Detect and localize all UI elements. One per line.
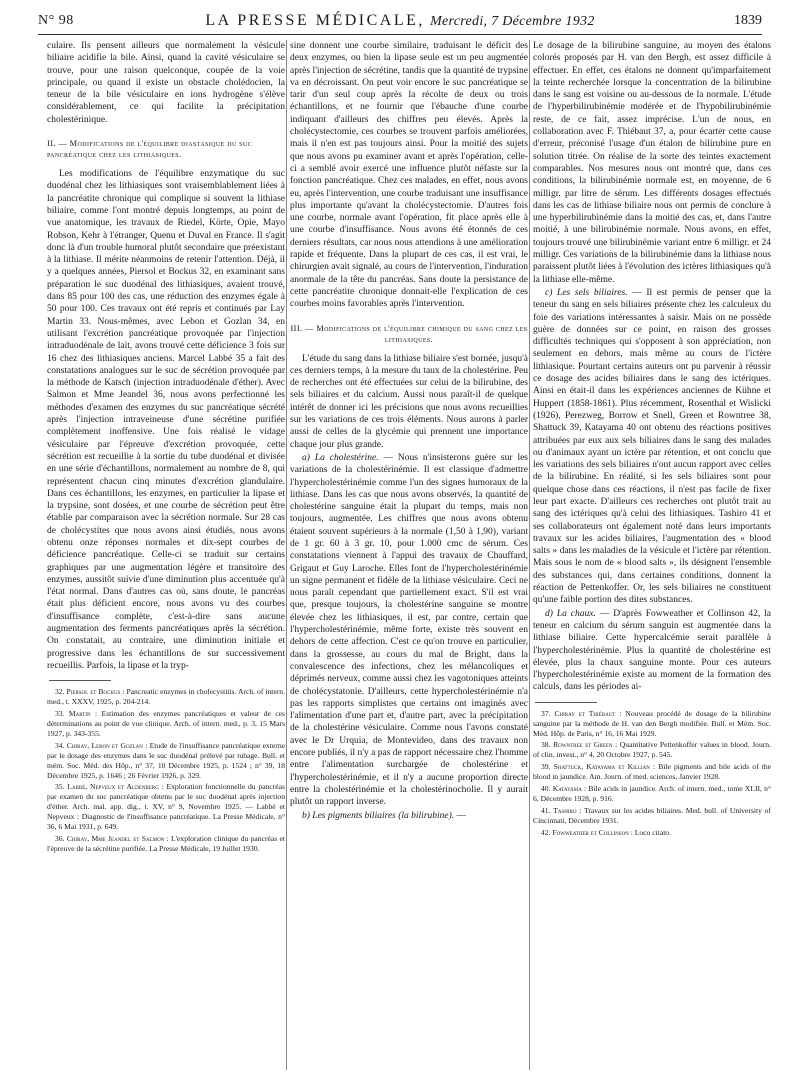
subsection-label: b) Les pigments biliaires (la bilirubine). [302, 810, 455, 821]
paragraph: L'étude du sang dans la lithiase biliaire s'est bornée, jusqu'à ces derniers temps, à la mesure du taux de la cholestérine. Peu de recherches ont été effectuées sur celui de la bilirubine, des sels biliaires et du calcium. Aussi nous paraît-il de quelque intérêt de donner ici les précisions que nous avons recueillies sur les variations de ces trois éléments. Nous aurons à parler aussi de celles de la glycémie qui prennent une importance chaque jour plus grande. [290, 353, 528, 450]
column-divider [286, 40, 287, 1070]
section-heading: II. — Modifications de l'équilibre diastasique du suc pancréatique chez les lithiasiques. [47, 139, 253, 160]
footnote: 39. Shattuck, Katayama et Killian : Bile pigments and bile acids of the blood in jaundice. Am. Journ. of med. sciences, Janvier 1928. [533, 762, 771, 782]
footnote: 36. Chiray, Mme Jeandel et Salmon : L'exploration clinique du pancréas et l'épreuve de la sécrétine purifiée. La Presse Médicale, 19 Juillet 1930. [47, 833, 285, 853]
footnote: 35. Labbé, Nepveux et Aldenberg : Exploration fonctionnelle du pancréas par examen du suc pancréatique obtenu par le suc duodénal après injection d'éther. Arch. mal. app. dig., t. XV, n° 9, Novembre 1925. — Labbé et Nepveux : Diagnostic de l'insuffisance pancréatique. La Presse Médicale, n° 36, 6 Mai 1931, p. 649. [47, 782, 285, 832]
footnote: 42. Fowweather et Collinson : Loco citato. [541, 827, 671, 837]
column-divider [529, 40, 530, 1070]
issue-number: N° 98 [38, 13, 74, 28]
footnote-rule [49, 680, 111, 681]
section-heading: III. — Modifications de l'équilibre chimique du sang chez les lithiasiques. [290, 323, 528, 344]
subsection-label: a) La cholestérine. [302, 452, 379, 463]
column-2 [290, 40, 528, 1070]
footnotes [47, 687, 285, 854]
paragraph: a) La cholestérine. — Nous n'insisterons guère sur les variations de la cholestérinémie. Il est classique d'admettre l'hypercholestérinémie comme l'un des signes humoraux de la lithiase. Dans les cas que nous avons observés, la quantité de cholestérine sanguine était la plupart du temps, mais non toujours, augmentée. Les chiffres que nous avons obtenu étaient souvent supérieurs à la normale (1,50 à 1,90), variant de 1 gr. 60 à 3 gr. 10, pour 1.000 cmc de sérum. Ces constatations viennent à l'appui des travaux de Chauffard, Grigaut et Guy Laroche. Elles font de l'hypercholestérinémie un signe permanent et fidèle de la lithiase vésiculaire. Ceci ne nous paraît cependant que partiellement exact. S'il est vrai que, presque toujours, la cholestérine sanguine se montre élevée chez les lithiasiques, il est, par contre, certain que l'hypercholestérinémie, même forte, existe très souvent en dehors de cette affection. C'est ce qu'on trouve en particulier, dans la grossesse, au cours du mal de Bright, dans la convalescence des infections, chez les mélancoliques et déprimés nerveux, comme aussi chez les vagotoniques atteints de cholécystatonie. D'ailleurs, cette hypercholestérinémie n'a pas les rapports simplistes que certains ont imaginés avec l'alimentation d'une part et, d'autre part, avec la précipitation de la cholestérine vésiculaire. Comme nous l'avons constaté avec le Dr Urquia, de Montevideo, dans des travaux non encore publiés, il n'y a pas de rapport nécessaire chez l'homme entre l'alimentation surchargée de cholestérine et l'hypercholestérinémie, et il n'y a aucune proportion directe entre la cholestérinémie et la cholestérinocholie. Il y aurait plutôt un rapport inverse. [290, 452, 528, 808]
footnotes [533, 709, 771, 838]
paragraph: culaire. Ils pensent ailleurs que normalement la vésicule biliaire acidifie la bile. Ainsi, quand la cavité vésiculaire se trouve, pour une raison quelconque, coupée de la voie principale, ou quand il existe un obstacle cholédocien, la teneur de la bile vésiculaire en ions hydrogène s'élève considérablement, ce qui facilite la précipitation cholestérinique. [47, 41, 285, 125]
footnote: 32. Piersol et Bockus : Pancreatic enzymes in cholecystitis. Arch. of intern. med., t. XXXV, 1925, p. 204-214. [47, 687, 285, 707]
footnote: 37. Chiray et Thiébaut : Nouveau procédé de dosage de la bilirubine sanguine par la méthode de H. van den Bergh modifiée. Bull. et Mém. Soc. Méd. Hôp. de Paris, n° 16, 16 Mai 1929. [533, 708, 771, 738]
masthead [38, 12, 762, 30]
issue-date: Mercredi, 7 Décembre 1932 [430, 14, 595, 29]
paragraph: Le dosage de la bilirubine sanguine, au moyen des étalons colorés proposés par H. van den Bergh, est assez difficile à effectuer. En effet, ces étalons ne donnent qu'imparfaitement la teinte recherchée lorsque la concentration de la bilirubine dans le sang est voisine ou au-dessous de la normale. L'étude de l'hyperbilirubinémie modérée et de l'hypobilirubinémie reste, de ce fait, assez imprécise. L'un de nous, en collaboration avec F. Thiébaut 37, a, pour écarter cette cause d'erreur, préconisé l'usage d'un étalon de bilirubine pure en solution titrée. On réalise de la sorte des teintes exactement comparables. Nos mesures nous ont montré que, dans ces conditions, la bilirubinémie normale est, en moyenne, de 6 milligr. par litre de sérum. Les différents dosages effectués dans les cas de lithiase biliaire nous ont permis de conclure à une hyperbilirubinémie dans la moitié des cas, et, dans l'autre moitié, à une bilirubinémie normale. Nous avons, en effet, toujours trouvé une bilirubinémie variant entre 6 milligr. et 24 milligr. Ces variations de la bilirubinémie dans la lithiase nous paraissent plutôt liées à l'évolution des ictères lithiasiques qu'à la lithiase elle-même. [533, 41, 771, 285]
footnote: 41. Tashiro : Travaux sur les acides biliaires. Med. bull. of University of Cincinnati, Décembre 1931. [533, 805, 771, 825]
subsection-label: c) Les sels biliaires. [545, 287, 628, 298]
paragraph: Les modifications de l'équilibre enzymatique du suc duodénal chez les lithiasiques sont vraisemblablement liées à la pancréatite chronique qui complique si souvent la lithiase biliaire, comme l'ont montré depuis longtemps, au point de vue anatomique, les travaux de Riedel, Körte, Opie, Mayo Robson, Kehr à l'étranger, Quenu et Duval en France. Il s'agit donc là d'un trouble humoral plutôt secondaire que préexistant à la lithiase. Il mérite néanmoins de retenir l'attention. Déjà, il y a quelques années, Piersol et Bockus 32, en examinant sans préparation le suc duodénal des lithiasiques, avaient trouvé, dans 85 pour 100 des cas, une réduction des enzymes égale à 50 pour 100. Ces travaux ont été repris et continués par Lay Martin 33. Nous-mêmes, avec Lebon et Gozlan 34, en utilisant l'excrétion pancréatique provoquée par l'injection intraduodénale de lait, avons trouvé cette déficience 3 fois sur 16 chez des lithiasiques anciens. Marcel Labbé 35 a fait des constatations analogues sur le suc de sécrétion provoquée par la méthode de Katsch (injection intraduodénale d'éther). Avec Salmon et Mme Jeandel 36, nous avons perfectionné les méthodes d'examen des enzymes du suc pancréatique sécrété après l'injection intraveineuse d'une sécrétine purifiée complètement inoffensive. Une fois réalisé le vidage vésiculaire par l'épreuve d'excrétion provoquée, cette sécrétion est recueillie à la sortie du tube duodénal et divisée en une série d'échantillons, normalement au nombre de 8, qui représentent chacun cinq minutes d'excrétion glandulaire. Dans ces échantillons, les enzymes, en particulier la lipase et la trypsine, sont dosées, et une courbe de sécrétion peut être établie par comparaison avec la sécrétion normale. Sur 28 cas de cholécystites que nous avons ainsi étudiés, nous avons obtenu onze réponses normales et dix-sept courbes de déficience pancréatique. Celle-ci se traduit sur certains graphiques par une augmentation légère et transitoire des enzymes, aussitôt suivie d'une diminution plus accentuée qu'à l'état normal. Dans d'autres cas où, sans doute, le pancréas était plus déficient encore, nous avons vu des courbes d'insuffisance complète, c'est-à-dire sans aucune augmentation des ferments pancréatiques après la sécrétion. On constatait, au contraire, une diminution initiale et progressive dans les échantillons de sur successivement recueillis. Parfois, la lipase et la tryp- [47, 169, 285, 671]
page-number: 1839 [734, 13, 762, 28]
subsection-label: d) La chaux. [545, 608, 596, 619]
paragraph: c) Les sels biliaires. — Il est permis de penser que la teneur du sang en sels biliaires présente chez les calculeux du foie des variations intéressantes à saisir. Mais on ne possède guère de données sur ce point, en raison des grosses difficultés techniques qui s'opposent à son appréciation, non seulement en dehors, mais même au cours de l'ictère lithiasique. Pourtant certains auteurs ont pu parvenir à réussir ce dosage des acides biliaires dans le sang des ictériques. Ainsi en était-il dans les expériences anciennes de Kühne et Huppert (1858-1861). Plus récemment, Rosenthal et Wislicki (1926), Perezweg, Borrow et Snell, Green et Rowntree 38, Shattuck 39, Katayama 40 ont obtenu des réactions positives attribuées par eux aux sels biliaires dans le sang des malades ou d'animaux ayant un ictère par rétention, et ont conclu que les variations des sels biliaires n'ont aucun rapport avec celles de la bilirubine. En réalité, si les sels biliaires sont pour quelque chose dans ces réactions, il n'est pas facile de fixer leur part exacte. D'ailleurs ces recherches ont plutôt trait au sang des ictériques qu'à celui des lithiasiques. Tashiro 41 et ses collaborateurs ont également noté dans leurs importants travaux sur les acides biliaires, l'augmentation des « blood salts » dans les maladies de la vésicule et l'ictère par rétention. Mais sous le nom de « blood salts », ils désignent l'ensemble des substances qui, dans certaines conditions, donnent la réaction de Pettenkoffer. Or, les sels biliaires ne constituent qu'une faible portion des dites substances. [533, 287, 771, 606]
footnote: 34. Chiray, Lebon et Gozlan : Etude de l'insuffisance pancréatique externe par le dosage des enzymes dans le suc duodénal prélevé par tubage. Bull. et mém. Soc. Méd. des Hôp., n° 37, 10 Décembre 1925, p. 1524 ; n° 39, 18 Décembre 1925, p. 1646 ; 26 Février 1926, p. 329. [47, 740, 285, 780]
column-3 [533, 40, 771, 1070]
paragraph: sine donnent une courbe similaire, traduisant le déficit des deux enzymes, ou bien la lipase seule est un peu augmentée après l'injection de sécrétine, tandis que la quantité de trypsine va en décroissant. On peut voir encore le suc pancréatique se tarir d'un seul coup après la récolte de deux ou trois échantillons, et ne fournir que l'ébauche d'une courbe indiquant d'ailleurs des chiffres peu élevés. Après la cholécystectomie, ces courbes se trouvent parfois améliorées, mais il n'en est pas toujours ainsi. Pour la moitié des sujets que nous avons pu examiner avant et après l'opération, celle-ci a semblé avoir exercé une influence plutôt néfaste sur la fonction pancréatique. Chez ces malades, en effet, nous avons eu, après l'intervention, une courbe traduisant une insuffisance plus importante qu'avant la cholécystectomie. D'autres fois une courbe, normale avant l'opération, fit place après elle à une courbe d'insuffisance. Nous avons été étonnés de ces derniers résultats, car nous nous attendions à une amélioration rapide et fréquente. Dans la plupart de ces cas, il est vrai, le chirurgien avait signalé, au cours de l'intervention, l'induration anormale de la tête du pancréas. Sans doute la persistance de cette pancréatite chronique donnait-elle l'explication de ces courbes moins favorables après l'intervention. [290, 41, 528, 310]
page-header [38, 10, 762, 34]
journal-title: LA PRESSE MÉDICALE, [205, 12, 425, 29]
footnote: 40. Katayama : Bile acids in jaundice. Arch. of intern. med., tome XLII, n° 6, Décembre 1928, p. 916. [533, 784, 771, 803]
footnote: 33. Martin : Estimation des enzymes pancréatiques et valeur de ces déterminations au point de vue clinique. Arch. of intern. med., p. 3, 15 Mars 1927, p. 343-355. [47, 709, 285, 738]
column-1 [47, 40, 285, 1070]
footnote: 38. Rowntree et Green : Quantitative Pettenkoffer values in blood. Journ. of clin. invest., n° 4, 20 Octobre 1927, p. 545. [533, 740, 771, 760]
footnote-rule [535, 702, 597, 703]
paragraph: d) La chaux. — D'après Fowweather et Collinson 42, la teneur en calcium du sérum sanguin est augmentée dans la lithiase biliaire. Cette hypercalcémie serait parallèle à l'hypercholestérinémie. Plus la quantité de cholestérine est élevée, plus la chaux sanguine monte. Pour ces auteurs l'hypercholestérinémie existe au moment de la formation des calculs, dans les périodes ai- [533, 608, 771, 693]
header-rule [38, 34, 762, 35]
paragraph: b) Les pigments biliaires (la bilirubine). — [302, 810, 467, 821]
